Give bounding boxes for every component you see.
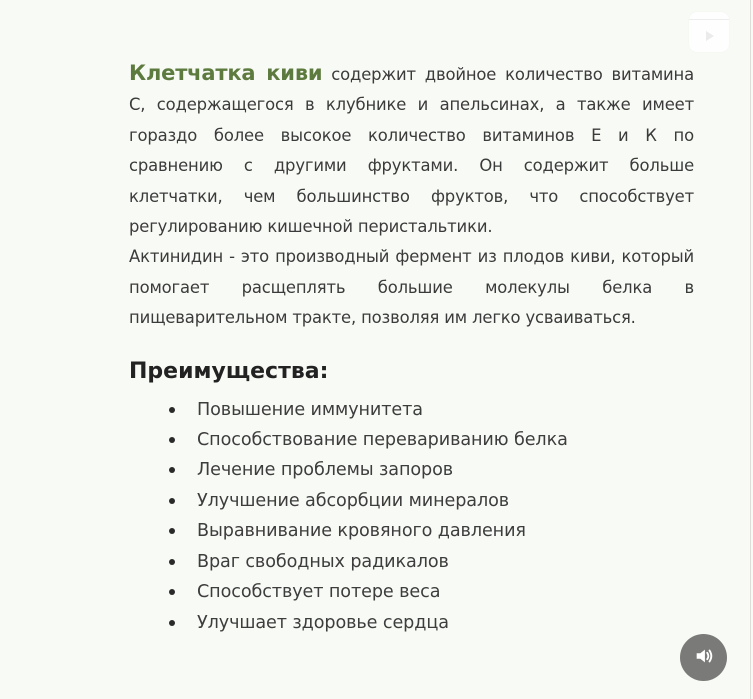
- highlight-title: Клетчатка киви: [129, 61, 323, 85]
- post-image-content: [129, 58, 694, 638]
- benefits-list: [129, 395, 694, 638]
- benefit-text: Способствует потере веса: [197, 582, 441, 603]
- speaker-icon: [693, 645, 715, 671]
- bullet-icon: [169, 559, 175, 565]
- bullet-icon: [169, 467, 175, 473]
- bullet-icon: [169, 528, 175, 534]
- article-paragraph-2: Актинидин - это производный фермент из плодов киви, который помогает расщеплять большие молекулы белка в пищеварительном тракте, позволяя им легко усваиваться.: [129, 247, 694, 328]
- list-item: [129, 455, 694, 485]
- list-item: [129, 516, 694, 546]
- paragraph-1-text: содержит двойное количество витамина С, содержащегося в клубнике и апельсинах, а также имеет гораздо более высокое количество витаминов Е и К по сравнению с другими фруктами. Он содержит больше клетчатки, чем большинство фруктов, что способствует регулированию кишечной перистальтики.: [129, 65, 695, 237]
- list-item: [129, 577, 694, 607]
- list-item: [129, 395, 694, 425]
- sound-toggle-button[interactable]: [680, 634, 727, 681]
- benefits-heading: Преимущества:: [129, 358, 329, 384]
- list-item: [129, 425, 694, 455]
- benefit-text: Враг свободных радикалов: [197, 551, 449, 572]
- benefit-text: Лечение проблемы запоров: [197, 460, 454, 481]
- bullet-icon: [169, 589, 175, 595]
- reel-icon[interactable]: [689, 12, 729, 52]
- benefit-text: Выравнивание кровяного давления: [197, 521, 526, 542]
- bullet-icon: [169, 407, 175, 413]
- list-item: [129, 547, 694, 577]
- viewport-edge-divider: [750, 0, 751, 699]
- list-item: [129, 486, 694, 516]
- bullet-icon: [169, 498, 175, 504]
- benefit-text: Улучшение абсорбции минералов: [197, 490, 510, 511]
- benefit-text: Способствование перевариванию белка: [197, 430, 568, 451]
- bullet-icon: [169, 620, 175, 626]
- benefit-text: Повышение иммунитета: [197, 399, 423, 420]
- bullet-icon: [169, 437, 175, 443]
- list-item: [129, 608, 694, 638]
- article-paragraph-1: [129, 58, 694, 242]
- benefit-text: Улучшает здоровье сердца: [197, 612, 449, 633]
